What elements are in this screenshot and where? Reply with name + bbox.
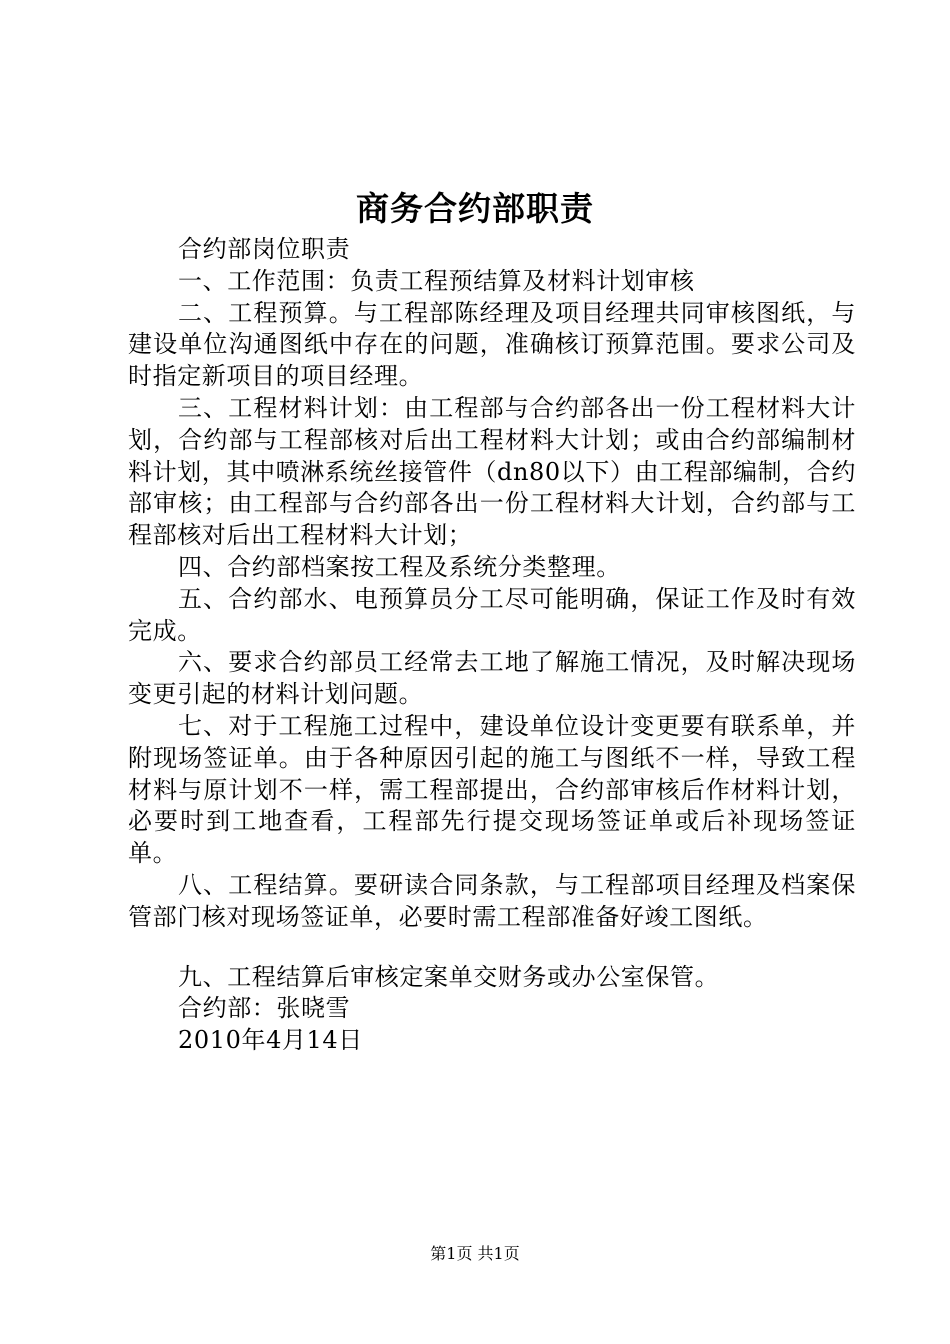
paragraph-division: 五、合约部水、电预算员分工尽可能明确，保证工作及时有效完成。 (128, 584, 856, 645)
document-body (128, 234, 856, 1057)
date-line: 2010年4月14日 (178, 1026, 363, 1055)
document-title: 商务合约部职责 (356, 189, 594, 228)
signature-line: 合约部：张晓雪 (178, 994, 351, 1023)
paragraph-heading: 合约部岗位职责 (178, 235, 351, 263)
paragraph-design-changes: 七、对于工程施工过程中，建设单位设计变更要有联系单，并附现场签证单。由于各种原因引起的施工与图纸不一样，导致工程材料与原计划不一样，需工程部提出，合约部审核后作材料计划，必要时到工地查看，工程部先行提交现场签证单或后补现场签证单。 (128, 711, 856, 868)
page-number: 第1页 共1页 (430, 1244, 520, 1263)
paragraph-archive-settlement: 九、工程结算后审核定案单交财务或办公室保管。 (178, 962, 720, 991)
paragraph-settlement: 八、工程结算。要研读合同条款，与工程部项目经理及档案保管部门核对现场签证单，必要时需工程部准备好竣工图纸。 (128, 870, 856, 931)
paragraph-material-plan: 三、工程材料计划：由工程部与合约部各出一份工程材料大计划，合约部与工程部核对后出工程材料大计划；或由合约部编制材料计划，其中喷淋系统丝接管件（dn80以下）由工程部编制，合约部审核；由工程部与合约部各出一份工程材料大计划，合约部与工程部核对后出工程材料大计划； (128, 393, 856, 550)
paragraph-scope: 一、工作范围：负责工程预结算及材料计划审核 (178, 266, 695, 295)
paragraph-site-visits: 六、要求合约部员工经常去工地了解施工情况，及时解决现场变更引起的材料计划问题。 (128, 648, 856, 709)
paragraph-budget: 二、工程预算。与工程部陈经理及项目经理共同审核图纸，与建设单位沟通图纸中存在的问题，准确核订预算范围。要求公司及时指定新项目的项目经理。 (128, 298, 856, 391)
paragraph-archives: 四、合约部档案按工程及系统分类整理。 (178, 552, 621, 581)
